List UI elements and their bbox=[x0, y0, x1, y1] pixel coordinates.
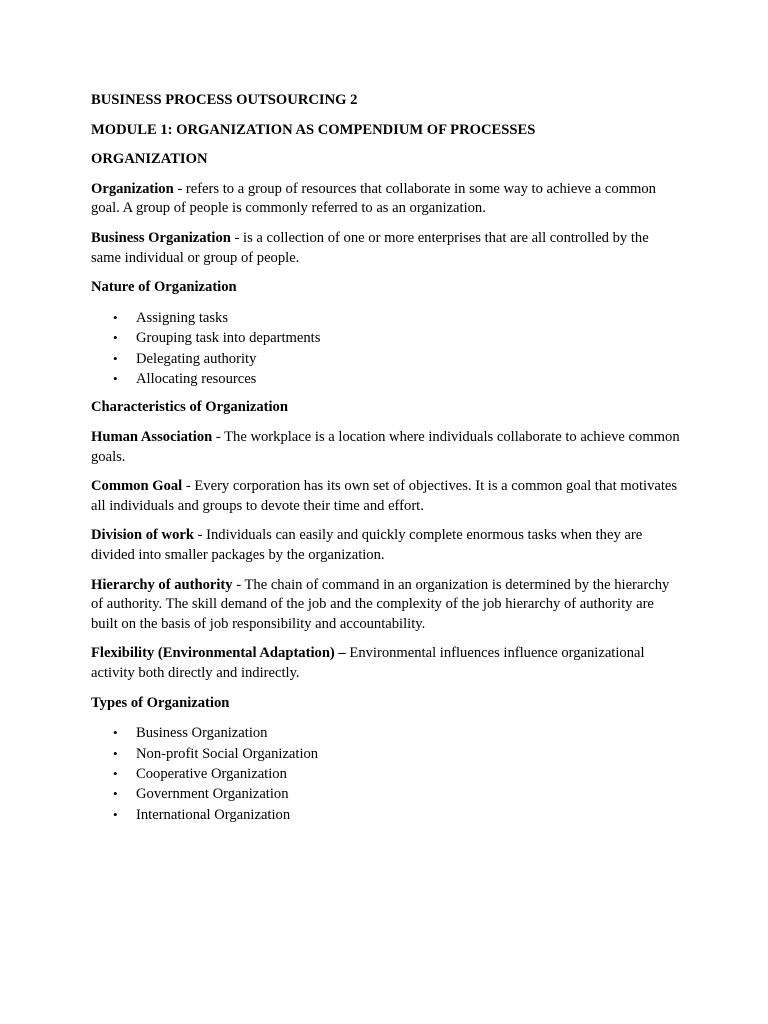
list-item-text: Assigning tasks bbox=[136, 309, 229, 326]
list-item-text: Delegating authority bbox=[136, 350, 257, 367]
bullet-icon: • bbox=[113, 786, 118, 802]
types-list bbox=[91, 723, 681, 825]
nature-heading: Nature of Organization bbox=[91, 279, 237, 296]
list-item bbox=[91, 308, 681, 328]
characteristic-flexibility bbox=[91, 644, 681, 683]
list-item-text: Government Organization bbox=[136, 786, 289, 803]
bullet-icon: • bbox=[113, 765, 118, 781]
list-item bbox=[91, 764, 681, 784]
bullet-icon: • bbox=[113, 330, 118, 346]
list-item bbox=[91, 328, 681, 348]
characteristic-term: Common Goal bbox=[91, 478, 183, 495]
list-item bbox=[91, 744, 681, 764]
list-item bbox=[91, 805, 681, 825]
bullet-icon: • bbox=[113, 725, 118, 741]
characteristic-term: Division of work bbox=[91, 527, 194, 544]
module-heading: MODULE 1: ORGANIZATION AS COMPENDIUM OF PROCESSES bbox=[91, 121, 536, 138]
document-body bbox=[91, 91, 681, 834]
nature-list bbox=[91, 308, 681, 390]
list-item-text: Business Organization bbox=[136, 725, 268, 742]
characteristic-text: - Every corporation has its own set of objectives. It is a common goal that motivates all individuals and groups to devote their time and effort. bbox=[91, 478, 678, 514]
list-item bbox=[91, 369, 681, 389]
types-heading: Types of Organization bbox=[91, 694, 230, 711]
document-title: BUSINESS PROCESS OUTSOURCING 2 bbox=[91, 92, 358, 108]
section-heading: ORGANIZATION bbox=[91, 151, 208, 168]
list-item bbox=[91, 723, 681, 743]
characteristic-term: Hierarchy of authority bbox=[91, 576, 233, 593]
list-item-text: International Organization bbox=[136, 806, 291, 823]
characteristic-human-association bbox=[91, 428, 681, 467]
list-item-text: Grouping task into departments bbox=[136, 330, 321, 347]
definition-organization bbox=[91, 180, 681, 219]
bullet-icon: • bbox=[113, 309, 118, 325]
characteristic-common-goal bbox=[91, 477, 681, 516]
characteristic-text: - The workplace is a location where individuals collaborate to achieve common goals. bbox=[91, 428, 680, 465]
list-item-text: Non-profit Social Organization bbox=[136, 745, 319, 762]
definition-text: - is a collection of one or more enterprises that are all controlled by the same individual or group of people. bbox=[91, 229, 649, 266]
characteristic-division-of-work bbox=[91, 526, 681, 565]
definition-term: Business Organization bbox=[91, 229, 231, 246]
characteristic-text: - Individuals can easily and quickly complete enormous tasks when they are divided into smaller packages by the organization. bbox=[91, 527, 643, 563]
characteristic-text: Environmental influences influence organizational activity both directly and indirectly. bbox=[91, 645, 645, 681]
bullet-icon: • bbox=[113, 806, 118, 822]
characteristic-term: Human Association bbox=[91, 428, 213, 445]
characteristic-text: - The chain of command in an organization is determined by the hierarchy of authority. The skill demand of the job and the complexity of the job hierarchy of authority are built on the basis of job responsibility and accountability. bbox=[91, 576, 670, 632]
characteristics-heading: Characteristics of Organization bbox=[91, 399, 288, 416]
list-item-text: Allocating resources bbox=[136, 370, 257, 387]
definition-term: Organization bbox=[91, 180, 174, 197]
bullet-icon: • bbox=[113, 745, 118, 761]
bullet-icon: • bbox=[113, 370, 118, 386]
definition-text: - refers to a group of resources that collaborate in some way to achieve a common goal. A group of people is commonly referred to as an organization. bbox=[91, 180, 656, 217]
list-item bbox=[91, 349, 681, 369]
definition-business-organization bbox=[91, 229, 681, 268]
bullet-icon: • bbox=[113, 350, 118, 366]
list-item-text: Cooperative Organization bbox=[136, 765, 287, 782]
characteristic-hierarchy-of-authority bbox=[91, 576, 681, 635]
list-item bbox=[91, 784, 681, 804]
characteristic-term: Flexibility (Environmental Adaptation) – bbox=[91, 645, 346, 662]
